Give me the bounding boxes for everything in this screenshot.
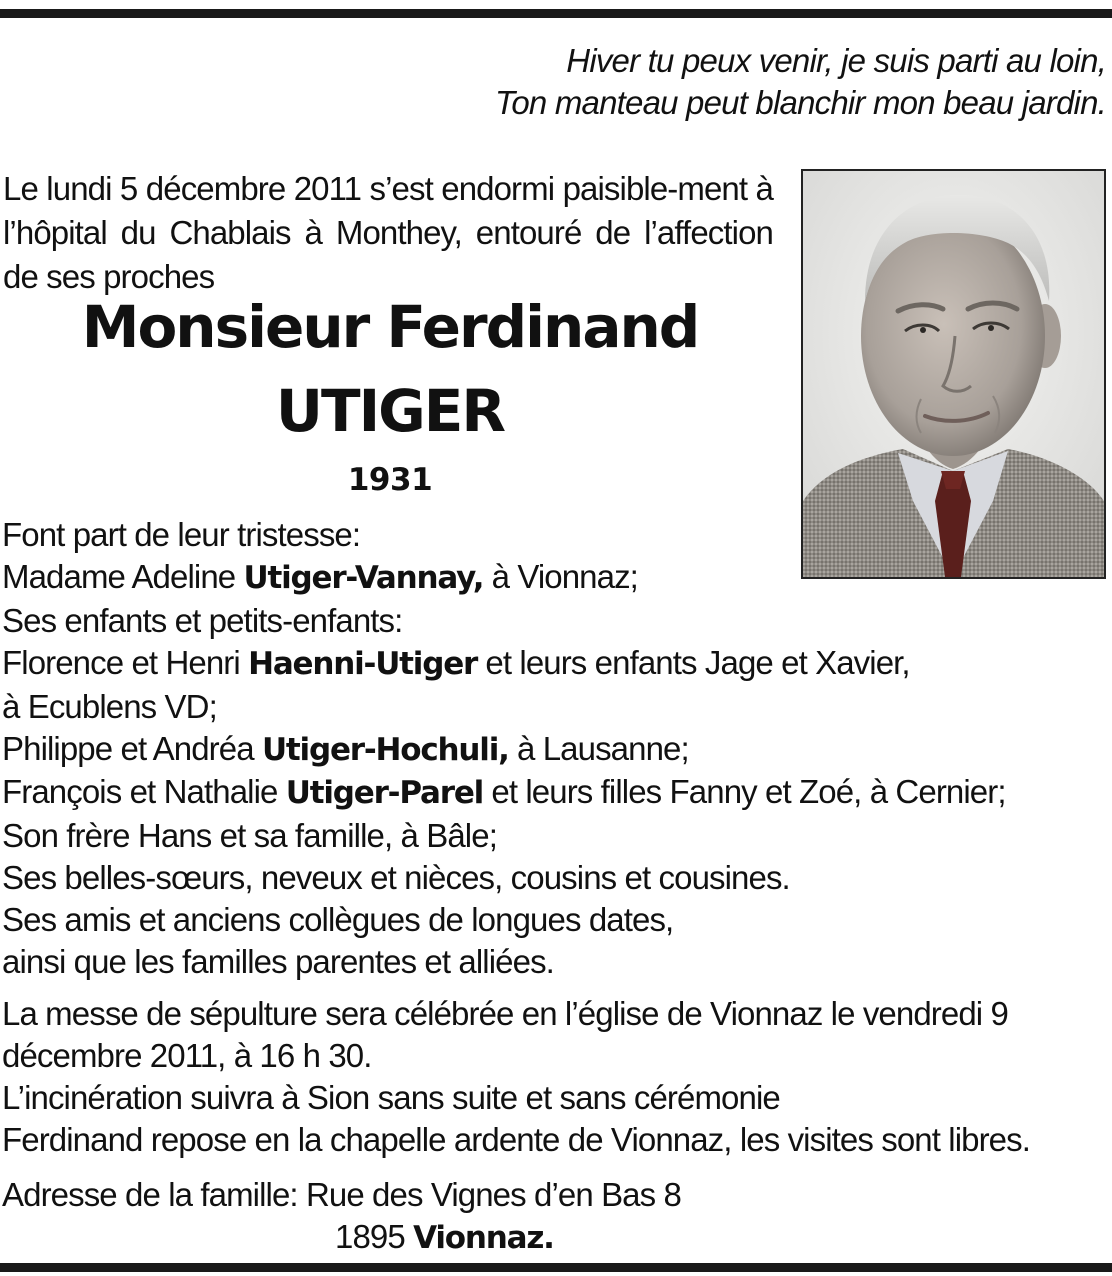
ceremony-line-3: L’incinération suivra à Sion sans suite et sans cérémonie: [2, 1079, 780, 1116]
address-postcode: 1895: [335, 1218, 414, 1255]
child1-prefix: Florence et Henri: [2, 643, 249, 681]
child1-surname: Haenni-Utiger: [248, 645, 478, 682]
child3-prefix: François et Nathalie: [2, 773, 286, 811]
top-rule: [0, 9, 1112, 18]
child2-suffix: à Lausanne;: [508, 729, 689, 767]
family-list: [2, 514, 1107, 983]
child1-line: [2, 642, 1107, 686]
child3-surname: Utiger-Parel: [285, 775, 484, 812]
relatives-line: ainsi que les familles parentes et alliées.: [2, 943, 554, 981]
child2-prefix: Philippe et Andréa: [2, 729, 262, 767]
children-heading: Ses enfants et petits-enfants:: [2, 601, 403, 639]
family-heading: Font part de leur tristesse:: [2, 516, 361, 553]
brother-line: Son frère Hans et sa famille, à Bâle;: [2, 817, 497, 855]
child3-line: [2, 771, 1107, 815]
child2-line: [2, 728, 1107, 772]
verse-quote: [495, 40, 1106, 124]
spouse-prefix: Madame Adeline: [2, 557, 244, 595]
verse-line-2: Ton manteau peut blanchir mon beau jardin.: [495, 84, 1106, 121]
ceremony-line-4: Ferdinand repose en la chapelle ardente de Vionnaz, les visites sont libres.: [2, 1121, 1030, 1158]
in-laws-line: Ses belles-sœurs, neveux et nièces, cousins et cousines.: [2, 859, 790, 897]
friends-line: Ses amis et anciens collègues de longues dates,: [2, 901, 674, 939]
child2-surname: Utiger-Hochuli,: [261, 731, 509, 768]
address-city: Vionnaz.: [413, 1220, 554, 1256]
child3-suffix: et leurs filles Fanny et Zoé, à Cernier;: [483, 773, 1006, 811]
ceremony-details: [2, 993, 1110, 1161]
ceremony-line-1: La messe de sépulture sera célébrée en l’église de Vionnaz le vendredi 9: [2, 995, 1008, 1032]
ceremony-line-2: décembre 2011, à 16 h 30.: [2, 1037, 372, 1074]
child1-place: à Ecublens VD;: [2, 687, 217, 725]
family-address: [2, 1174, 1002, 1259]
child1-suffix: et leurs enfants Jage et Xavier,: [477, 643, 910, 681]
spouse-suffix: à Vionnaz;: [483, 557, 638, 595]
address-line-1: Adresse de la famille: Rue des Vignes d’en Bas 8: [2, 1176, 681, 1213]
spouse-surname: Utiger-Vannay,: [243, 559, 484, 596]
verse-line-1: Hiver tu peux venir, je suis parti au loin,: [566, 42, 1106, 79]
bottom-rule: [0, 1263, 1112, 1272]
deceased-name-first: Monsieur Ferdinand: [81, 293, 699, 361]
intro-paragraph: Le lundi 5 décembre 2011 s’est endormi paisible-ment à l’hôpital du Chablais à Monthey, entouré de l’affection de ses proches: [3, 170, 773, 295]
deceased-name-last: UTIGER: [275, 377, 505, 445]
address-line-2: [2, 1216, 1002, 1259]
birth-year: 1931: [347, 462, 433, 498]
spouse-line: [2, 556, 1107, 600]
